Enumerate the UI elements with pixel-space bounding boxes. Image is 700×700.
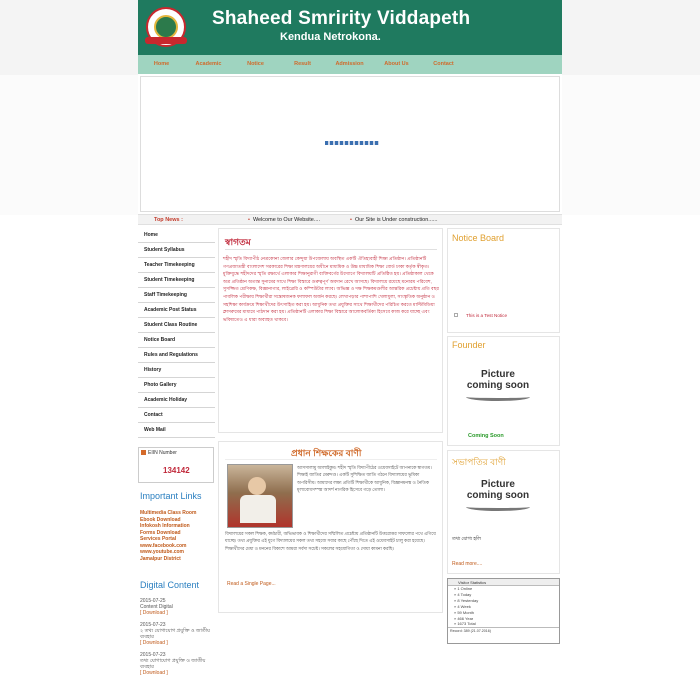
read-more-link[interactable]: Read a Single Page... bbox=[227, 581, 276, 587]
notice-board bbox=[447, 228, 560, 333]
sidebar-item-academic-post-status[interactable]: Academic Post Status bbox=[138, 303, 215, 318]
sidebar-item-student-class-routine[interactable]: Student Class Routine bbox=[138, 318, 215, 333]
swoosh-icon bbox=[466, 503, 530, 511]
stats-row: » 8 Yesterday bbox=[454, 597, 479, 603]
read-more-link[interactable]: Read more.... bbox=[452, 561, 483, 567]
photo-face bbox=[248, 477, 266, 495]
sidebar-item-history[interactable]: History bbox=[138, 363, 215, 378]
sidebar-item-student-syllabus[interactable]: Student Syllabus bbox=[138, 243, 215, 258]
stats-heading: Visitor Statistics bbox=[448, 579, 559, 586]
stats-row: » 4 Today bbox=[454, 591, 472, 597]
bullet-icon: • bbox=[248, 217, 250, 223]
swoosh-icon bbox=[466, 393, 530, 401]
sidebar-menu bbox=[138, 228, 215, 438]
stats-row: » 4 Week bbox=[454, 603, 471, 609]
chairman-message bbox=[447, 450, 560, 574]
headmaster-photo bbox=[227, 464, 293, 528]
important-links-heading: Important Links bbox=[140, 491, 202, 501]
content-title: Content Digital bbox=[140, 604, 173, 610]
coming-soon-label: Coming Soon bbox=[468, 433, 504, 439]
digital-content-list bbox=[140, 598, 216, 682]
site-title: Shaheed Smririty Viddapeth bbox=[212, 8, 471, 29]
sidebar-item-rules[interactable]: Rules and Regulations bbox=[138, 348, 215, 363]
ticker-item[interactable]: • Our Site is Under construction...... bbox=[350, 217, 438, 223]
nav-result[interactable]: Result bbox=[294, 61, 311, 67]
sidebar-item-web-mail[interactable]: Web Mail bbox=[138, 423, 215, 438]
message-heading: প্রধান শিক্ষকের বাণী bbox=[291, 448, 362, 458]
nav-contact[interactable]: Contact bbox=[433, 61, 454, 67]
nav-about-us[interactable]: About Us bbox=[384, 61, 409, 67]
image-slider[interactable] bbox=[140, 76, 560, 212]
important-links bbox=[140, 510, 216, 562]
loading-bar bbox=[325, 141, 379, 145]
link-item[interactable]: Forms Download bbox=[140, 529, 181, 536]
visitor-statistics bbox=[447, 578, 560, 644]
stats-row: » 1 Online bbox=[454, 586, 473, 591]
download-link[interactable]: [ Download ] bbox=[140, 670, 168, 676]
founder-placeholder-image: Picture coming soon bbox=[456, 369, 540, 401]
sidebar-item-photo-gallery[interactable]: Photo Gallery bbox=[138, 378, 215, 393]
sidebar-item-student-timekeeping[interactable]: Student Timekeeping bbox=[138, 273, 215, 288]
link-item[interactable]: www.youtube.com bbox=[140, 549, 184, 555]
content-date: 2015-07-25 bbox=[140, 598, 166, 604]
bullet-icon: • bbox=[350, 217, 352, 223]
chairman-placeholder-image: Picture coming soon bbox=[456, 479, 540, 511]
news-ticker bbox=[138, 214, 562, 225]
list-item bbox=[140, 598, 216, 617]
content-title: ২ তথ্য যোগাযোগ প্রযুক্তি ও জাতীয় ব্যবহার bbox=[140, 628, 210, 640]
nav-academic[interactable]: Academic bbox=[195, 61, 222, 67]
divider bbox=[225, 249, 437, 250]
sidebar-item-staff-timekeeping[interactable]: Staff Timekeeping bbox=[138, 288, 215, 303]
welcome-text: শহীদ স্মৃতি বিদ্যাপীঠ নেত্রকোনা জেলার কেন্দুয়া উপজেলায় অবস্থিত একটি ঐতিহ্যবাহী শিক্ষা প্রতিষ্ঠান। প্রতিষ্ঠানটি গণপ্রজাতন্ত্রী বাংলাদেশ সরকারের শিক্ষা মন্ত্রণালয়ের অধীনে মাধ্যমিক ও উচ্চ মাধ্যমিক শিক্ষা বোর্ড ঢাকা কর্তৃক স্বীকৃত। মুক্তিযুদ্ধে শহীদদের স্মৃতি রক্ষার্থে এলাকার শিক্ষানুরাগী ব্যক্তিবর্গের উদ্যোগে বিদ্যালয়টি প্রতিষ্ঠিত হয়। প্রতিষ্ঠাকাল থেকে অত্র প্রতিষ্ঠান অত্যন্ত সুনামের সাথে শিক্ষা বিস্তারে গুরুত্বপূর্ণ অবদান রেখে আসছে। বিদ্যালয়ে রয়েছে মনোরম পরিবেশ, সুসজ্জিত শ্রেণিকক্ষ, বিজ্ঞানাগার, লাইব্রেরি ও কম্পিউটার ল্যাব। অভিজ্ঞ ও দক্ষ শিক্ষকমণ্ডলীর আন্তরিক প্রচেষ্টায় প্রতি বছর পাবলিক পরীক্ষায় শিক্ষার্থীরা সন্তোষজনক ফলাফল অর্জন করছে। লেখাপড়ার পাশাপাশি খেলাধুলা, সাংস্কৃতিক অনুষ্ঠান ও সহশিক্ষা কার্যক্রমে শিক্ষার্থীদের উৎসাহিত করা হয়। আধুনিক তথ্য প্রযুক্তির সাথে শিক্ষার্থীদের পরিচিত করতে মাল্টিমিডিয়া ক্লাসরুমের মাধ্যমে পাঠদান করা হয়। প্রতিষ্ঠানটি এলাকার শিক্ষা বিস্তারে আলোকবর্তিকা হিসেবে কাজ করে যাচ্ছে এবং ভবিষ্যতেও এ ধারা অব্যাহত থাকবে। bbox=[223, 256, 439, 322]
link-item[interactable]: www.facebook.com bbox=[140, 542, 187, 549]
paperclip-icon bbox=[454, 313, 458, 317]
list-item bbox=[140, 622, 216, 647]
eiin-value: 134142 bbox=[163, 466, 190, 475]
stats-record: Record: 389 (21.07.2016) bbox=[448, 627, 559, 634]
content-date: 2015-07-23 bbox=[140, 622, 166, 628]
sidebar-item-academic-holiday[interactable]: Academic Holiday bbox=[138, 393, 215, 408]
eiin-box bbox=[138, 447, 214, 483]
notice-item[interactable]: This is a Test Notice bbox=[454, 313, 507, 318]
link-item[interactable]: Services Portal bbox=[140, 536, 177, 542]
nav-home[interactable]: Home bbox=[153, 61, 170, 67]
eiin-label: EIIN Number bbox=[141, 450, 177, 456]
chairman-text: তথ্য যোগ্য হলি bbox=[452, 537, 481, 542]
link-item[interactable]: Ebook Download bbox=[140, 516, 181, 523]
site-subtitle: Kendua Netrokona. bbox=[280, 31, 381, 43]
digital-content-heading: Digital Content bbox=[140, 580, 200, 590]
ticker-label: Top News : bbox=[154, 217, 183, 223]
ticker-item[interactable]: • Welcome to Our Website.... bbox=[248, 217, 320, 223]
page bbox=[138, 0, 562, 700]
link-item[interactable]: Multimedia Class Room bbox=[140, 510, 197, 516]
download-link[interactable]: [ Download ] bbox=[140, 640, 168, 646]
stats-row: » 466 Year bbox=[454, 615, 474, 621]
founder-section bbox=[447, 336, 560, 446]
message-text-continued: বিদ্যালয়ের সকল শিক্ষক, কর্মচারী, অভিভাবক ও শিক্ষার্থীদের সম্মিলিত প্রচেষ্টায় প্রতিষ্ঠানটি উত্তরোত্তর সাফল্যের পথে এগিয়ে যাচ্ছে। তথ্য প্রযুক্তির এই যুগে বিদ্যালয়ের সকল তথ্য সহজে সবার কাছে পৌঁছে দিতে এই ওয়েবসাইট চালু করা হয়েছে। শিক্ষার্থীদের মেধা ও মননের বিকাশে আমরা সর্বদা সচেষ্ট। সকলের সহযোগিতা ও দোয়া কামনা করছি। bbox=[225, 531, 436, 551]
list-item bbox=[140, 652, 216, 677]
headmaster-message bbox=[218, 441, 443, 613]
sidebar-item-home[interactable]: Home bbox=[138, 228, 215, 243]
download-link[interactable]: [ Download ] bbox=[140, 610, 168, 616]
welcome-heading: স্বাগতম bbox=[225, 237, 251, 247]
message-text: আসসালামু আলাইকুম। শহীদ স্মৃতি বিদ্যাপীঠের ওয়েবসাইটে আপনাকে স্বাগতম। শিক্ষাই জাতির মেরুদণ্ড। একটি সুশিক্ষিত জাতি গঠনে বিদ্যালয়ের ভূমিকা অপরিসীম। আমাদের লক্ষ্য প্রতিটি শিক্ষার্থীকে আধুনিক, বিজ্ঞানমনস্ক ও নৈতিক মূল্যবোধসম্পন্ন আদর্শ নাগরিক হিসেবে গড়ে তোলা। bbox=[297, 465, 432, 492]
logo-emblem bbox=[154, 15, 178, 39]
divider bbox=[225, 459, 437, 460]
stats-row: » 59 Month bbox=[454, 609, 475, 615]
school-logo[interactable] bbox=[146, 7, 186, 47]
content-date: 2015-07-23 bbox=[140, 652, 166, 658]
founder-heading: Founder bbox=[452, 340, 486, 350]
logo-ribbon bbox=[145, 37, 187, 44]
stats-row: » 1673 Total bbox=[454, 621, 476, 627]
notice-heading: Notice Board bbox=[452, 233, 505, 243]
welcome-section bbox=[218, 228, 443, 433]
nav-notice[interactable]: Notice bbox=[247, 61, 264, 67]
photo-body bbox=[240, 495, 276, 523]
sidebar-item-notice-board[interactable]: Notice Board bbox=[138, 333, 215, 348]
sidebar-item-teacher-timekeeping[interactable]: Teacher Timekeeping bbox=[138, 258, 215, 273]
content-title: তথ্য যোগাযোগ প্রযুক্তি ও জাতীয় ব্যবহার bbox=[140, 658, 206, 670]
link-item[interactable]: Jamalpur District bbox=[140, 555, 181, 562]
site-header bbox=[138, 0, 562, 55]
link-item[interactable]: Infokosh Information bbox=[140, 523, 190, 529]
sidebar-item-contact[interactable]: Contact bbox=[138, 408, 215, 423]
main-nav bbox=[138, 55, 562, 74]
chairman-heading: সভাপতির বাণী bbox=[452, 457, 506, 467]
nav-admission[interactable]: Admission bbox=[335, 61, 364, 67]
